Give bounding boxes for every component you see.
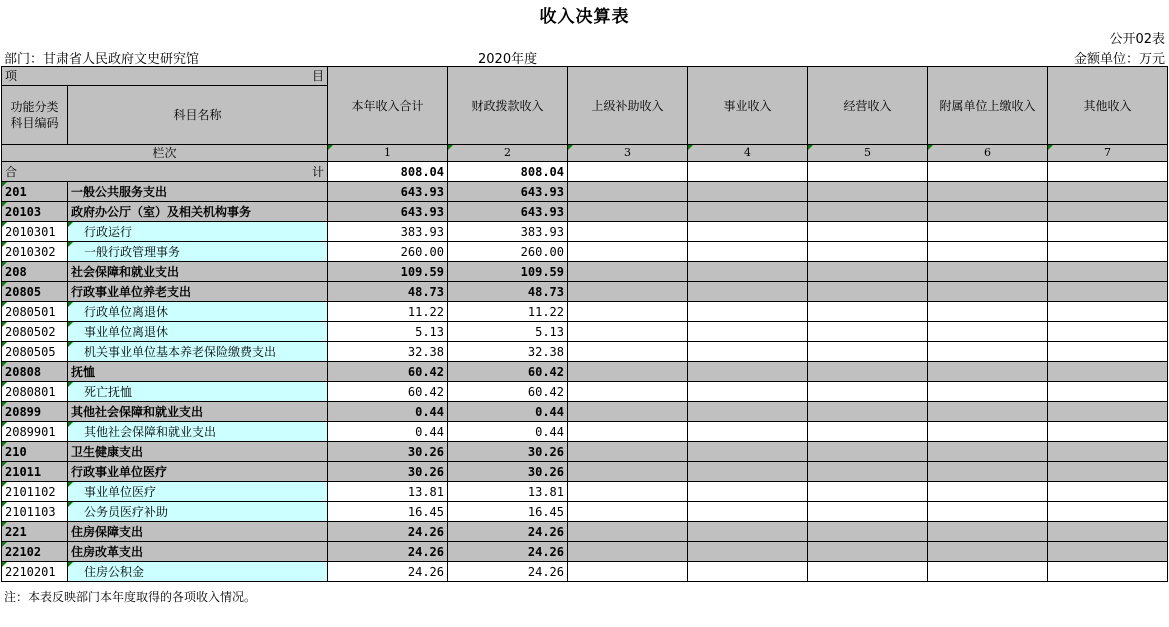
empty-cell bbox=[688, 422, 808, 442]
fiscal-income-cell: 260.00 bbox=[448, 242, 568, 262]
fiscal-income-cell: 109.59 bbox=[448, 262, 568, 282]
subject-name-cell: 卫生健康支出 bbox=[68, 442, 328, 462]
subject-name-cell: 死亡抚恤 bbox=[68, 382, 328, 402]
subject-code-cell: 20899 bbox=[2, 402, 68, 422]
empty-cell bbox=[808, 342, 928, 362]
form-number: 公开02表 bbox=[1109, 32, 1165, 47]
subject-code-cell: 210 bbox=[2, 442, 68, 462]
empty-cell bbox=[928, 422, 1048, 442]
total-income-cell: 16.45 bbox=[328, 502, 448, 522]
empty-cell bbox=[1048, 262, 1168, 282]
empty-cell bbox=[1048, 502, 1168, 522]
fiscal-income-cell: 32.38 bbox=[448, 342, 568, 362]
total-income-cell: 30.26 bbox=[328, 462, 448, 482]
fiscal-income-cell: 13.81 bbox=[448, 482, 568, 502]
empty-cell bbox=[568, 402, 688, 422]
name-column-header: 科目名称 bbox=[68, 86, 328, 145]
fiscal-income-cell: 24.26 bbox=[448, 522, 568, 542]
table-row bbox=[2, 422, 1168, 442]
subject-name-cell: 一般行政管理事务 bbox=[68, 242, 328, 262]
table-row bbox=[2, 322, 1168, 342]
subject-code-cell: 2101102 bbox=[2, 482, 68, 502]
empty-cell bbox=[808, 242, 928, 262]
empty-cell bbox=[1048, 522, 1168, 542]
total-empty-cell bbox=[1048, 162, 1168, 182]
total-income-cell: 13.81 bbox=[328, 482, 448, 502]
empty-cell bbox=[928, 282, 1048, 302]
empty-cell bbox=[568, 182, 688, 202]
empty-cell bbox=[808, 462, 928, 482]
empty-cell bbox=[688, 442, 808, 462]
subject-code-cell: 2080501 bbox=[2, 302, 68, 322]
empty-cell bbox=[808, 562, 928, 582]
col-header-5: 经营收入 bbox=[808, 67, 928, 145]
subject-name-cell: 一般公共服务支出 bbox=[68, 182, 328, 202]
empty-cell bbox=[1048, 402, 1168, 422]
empty-cell bbox=[568, 342, 688, 362]
col-index-6: 6 bbox=[928, 145, 1048, 162]
empty-cell bbox=[1048, 462, 1168, 482]
subject-name-cell: 机关事业单位基本养老保险缴费支出 bbox=[68, 342, 328, 362]
total-income-cell: 260.00 bbox=[328, 242, 448, 262]
department-label: 部门：甘肃省人民政府文史研究馆 bbox=[4, 52, 200, 67]
empty-cell bbox=[928, 342, 1048, 362]
subject-name-cell: 住房公积金 bbox=[68, 562, 328, 582]
total-empty-cell bbox=[808, 162, 928, 182]
subject-code-cell: 2089901 bbox=[2, 422, 68, 442]
empty-cell bbox=[568, 322, 688, 342]
subject-name-cell: 行政事业单位养老支出 bbox=[68, 282, 328, 302]
subject-name-cell: 公务员医疗补助 bbox=[68, 502, 328, 522]
empty-cell bbox=[688, 222, 808, 242]
subject-code-cell: 21011 bbox=[2, 462, 68, 482]
empty-cell bbox=[928, 382, 1048, 402]
empty-cell bbox=[808, 202, 928, 222]
empty-cell bbox=[928, 242, 1048, 262]
subject-code-cell: 20103 bbox=[2, 202, 68, 222]
empty-cell bbox=[808, 222, 928, 242]
col-header-7: 其他收入 bbox=[1048, 67, 1168, 145]
empty-cell bbox=[808, 422, 928, 442]
empty-cell bbox=[808, 362, 928, 382]
empty-cell bbox=[568, 302, 688, 322]
empty-cell bbox=[688, 242, 808, 262]
empty-cell bbox=[568, 462, 688, 482]
subject-name-cell: 行政运行 bbox=[68, 222, 328, 242]
col-index-7: 7 bbox=[1048, 145, 1168, 162]
empty-cell bbox=[928, 562, 1048, 582]
col-header-1: 本年收入合计 bbox=[328, 67, 448, 145]
empty-cell bbox=[808, 482, 928, 502]
empty-cell bbox=[808, 322, 928, 342]
fiscal-income-cell: 60.42 bbox=[448, 362, 568, 382]
total-he: 合 bbox=[5, 164, 18, 179]
total-income-cell: 60.42 bbox=[328, 382, 448, 402]
col-header-4: 事业收入 bbox=[688, 67, 808, 145]
empty-cell bbox=[688, 182, 808, 202]
subject-code-cell: 201 bbox=[2, 182, 68, 202]
subject-code-cell: 2080801 bbox=[2, 382, 68, 402]
col-index-3: 3 bbox=[568, 145, 688, 162]
subject-name-cell: 其他社会保障和就业支出 bbox=[68, 422, 328, 442]
empty-cell bbox=[928, 522, 1048, 542]
subject-name-cell: 其他社会保障和就业支出 bbox=[68, 402, 328, 422]
col-index-5: 5 bbox=[808, 145, 928, 162]
total-fiscal-cell: 808.04 bbox=[448, 162, 568, 182]
total-income-cell: 109.59 bbox=[328, 262, 448, 282]
table-row bbox=[2, 342, 1168, 362]
total-income-cell: 0.44 bbox=[328, 422, 448, 442]
table-row bbox=[2, 282, 1168, 302]
table-row bbox=[2, 562, 1168, 582]
empty-cell bbox=[568, 502, 688, 522]
empty-cell bbox=[568, 362, 688, 382]
empty-cell bbox=[1048, 282, 1168, 302]
fiscal-income-cell: 643.93 bbox=[448, 182, 568, 202]
empty-cell bbox=[808, 542, 928, 562]
table-row bbox=[2, 462, 1168, 482]
fiscal-income-cell: 11.22 bbox=[448, 302, 568, 322]
empty-cell bbox=[808, 382, 928, 402]
empty-cell bbox=[1048, 542, 1168, 562]
subject-code-cell: 208 bbox=[2, 262, 68, 282]
subject-name-cell: 行政事业单位医疗 bbox=[68, 462, 328, 482]
empty-cell bbox=[808, 522, 928, 542]
empty-cell bbox=[568, 562, 688, 582]
empty-cell bbox=[928, 182, 1048, 202]
table-row bbox=[2, 222, 1168, 242]
empty-cell bbox=[688, 262, 808, 282]
table-row bbox=[2, 482, 1168, 502]
empty-cell bbox=[1048, 562, 1168, 582]
table-row bbox=[2, 202, 1168, 222]
empty-cell bbox=[688, 542, 808, 562]
empty-cell bbox=[688, 462, 808, 482]
empty-cell bbox=[1048, 182, 1168, 202]
empty-cell bbox=[808, 302, 928, 322]
empty-cell bbox=[928, 482, 1048, 502]
xiang-label: 项 bbox=[5, 69, 18, 83]
fiscal-income-cell: 0.44 bbox=[448, 422, 568, 442]
fiscal-income-cell: 24.26 bbox=[448, 562, 568, 582]
fiscal-income-cell: 383.93 bbox=[448, 222, 568, 242]
empty-cell bbox=[688, 342, 808, 362]
fiscal-income-cell: 5.13 bbox=[448, 322, 568, 342]
empty-cell bbox=[928, 502, 1048, 522]
total-empty-cell bbox=[688, 162, 808, 182]
subject-code-cell: 22102 bbox=[2, 542, 68, 562]
total-income-cell: 32.38 bbox=[328, 342, 448, 362]
empty-cell bbox=[808, 502, 928, 522]
empty-cell bbox=[1048, 222, 1168, 242]
empty-cell bbox=[1048, 362, 1168, 382]
total-income-cell: 30.26 bbox=[328, 442, 448, 462]
fiscal-income-cell: 0.44 bbox=[448, 402, 568, 422]
subject-name-cell: 住房改革支出 bbox=[68, 542, 328, 562]
subject-name-cell: 抚恤 bbox=[68, 362, 328, 382]
col-index-2: 2 bbox=[448, 145, 568, 162]
empty-cell bbox=[928, 442, 1048, 462]
xiang-mu-header-cell bbox=[2, 67, 328, 86]
table-row bbox=[2, 402, 1168, 422]
table-row bbox=[2, 362, 1168, 382]
empty-cell bbox=[808, 442, 928, 462]
empty-cell bbox=[568, 482, 688, 502]
income-final-accounts-table bbox=[1, 66, 1168, 582]
total-income-cell: 5.13 bbox=[328, 322, 448, 342]
empty-cell bbox=[688, 482, 808, 502]
empty-cell bbox=[928, 262, 1048, 282]
empty-cell bbox=[568, 382, 688, 402]
table-row bbox=[2, 182, 1168, 202]
table-row bbox=[2, 262, 1168, 282]
empty-cell bbox=[928, 322, 1048, 342]
empty-cell bbox=[928, 402, 1048, 422]
empty-cell bbox=[688, 282, 808, 302]
col-header-6: 附属单位上缴收入 bbox=[928, 67, 1048, 145]
fiscal-income-cell: 16.45 bbox=[448, 502, 568, 522]
subject-code-cell: 2010301 bbox=[2, 222, 68, 242]
total-income-cell: 24.26 bbox=[328, 542, 448, 562]
empty-cell bbox=[688, 522, 808, 542]
subject-code-cell: 2080505 bbox=[2, 342, 68, 362]
empty-cell bbox=[568, 442, 688, 462]
empty-cell bbox=[688, 362, 808, 382]
empty-cell bbox=[688, 302, 808, 322]
empty-cell bbox=[928, 542, 1048, 562]
fiscal-income-cell: 48.73 bbox=[448, 282, 568, 302]
empty-cell bbox=[688, 402, 808, 422]
total-ji: 计 bbox=[311, 164, 324, 179]
table-row bbox=[2, 442, 1168, 462]
total-income-cell: 60.42 bbox=[328, 362, 448, 382]
empty-cell bbox=[928, 462, 1048, 482]
table-row bbox=[2, 302, 1168, 322]
table-note: 注：本表反映部门本年度取得的各项收入情况。 bbox=[4, 590, 257, 604]
empty-cell bbox=[688, 202, 808, 222]
subject-code-cell: 2080502 bbox=[2, 322, 68, 342]
empty-cell bbox=[1048, 202, 1168, 222]
lanci-label: 栏次 bbox=[2, 145, 328, 162]
total-income-cell: 11.22 bbox=[328, 302, 448, 322]
total-empty-cell bbox=[568, 162, 688, 182]
fiscal-income-cell: 60.42 bbox=[448, 382, 568, 402]
fiscal-income-cell: 30.26 bbox=[448, 442, 568, 462]
empty-cell bbox=[928, 362, 1048, 382]
amount-unit: 金额单位：万元 bbox=[1073, 52, 1165, 67]
total-income-cell: 643.93 bbox=[328, 182, 448, 202]
empty-cell bbox=[568, 202, 688, 222]
empty-cell bbox=[928, 222, 1048, 242]
report-title: 收入决算表 bbox=[539, 7, 630, 27]
empty-cell bbox=[688, 502, 808, 522]
total-income-cell: 643.93 bbox=[328, 202, 448, 222]
subject-code-cell: 2210201 bbox=[2, 562, 68, 582]
empty-cell bbox=[808, 182, 928, 202]
empty-cell bbox=[1048, 442, 1168, 462]
subject-code-cell: 221 bbox=[2, 522, 68, 542]
table-row bbox=[2, 382, 1168, 402]
empty-cell bbox=[1048, 342, 1168, 362]
total-income-cell: 48.73 bbox=[328, 282, 448, 302]
col-index-1: 1 bbox=[328, 145, 448, 162]
empty-cell bbox=[1048, 482, 1168, 502]
col-header-3: 上级补助收入 bbox=[568, 67, 688, 145]
empty-cell bbox=[808, 402, 928, 422]
table-row bbox=[2, 522, 1168, 542]
subject-name-cell: 事业单位离退休 bbox=[68, 322, 328, 342]
total-row-label bbox=[2, 162, 328, 182]
empty-cell bbox=[928, 202, 1048, 222]
total-income-cell: 24.26 bbox=[328, 562, 448, 582]
total-income-cell: 24.26 bbox=[328, 522, 448, 542]
subject-name-cell: 行政单位离退休 bbox=[68, 302, 328, 322]
subject-name-cell: 事业单位医疗 bbox=[68, 482, 328, 502]
empty-cell bbox=[1048, 382, 1168, 402]
col-index-4: 4 bbox=[688, 145, 808, 162]
empty-cell bbox=[1048, 422, 1168, 442]
subject-code-cell: 2101103 bbox=[2, 502, 68, 522]
subject-code-cell: 2010302 bbox=[2, 242, 68, 262]
empty-cell bbox=[568, 282, 688, 302]
empty-cell bbox=[688, 382, 808, 402]
table-row bbox=[2, 542, 1168, 562]
subject-name-cell: 政府办公厅（室）及相关机构事务 bbox=[68, 202, 328, 222]
subject-name-cell: 住房保障支出 bbox=[68, 522, 328, 542]
empty-cell bbox=[808, 282, 928, 302]
empty-cell bbox=[568, 222, 688, 242]
subject-code-cell: 20805 bbox=[2, 282, 68, 302]
mu-label: 目 bbox=[311, 69, 324, 83]
empty-cell bbox=[568, 422, 688, 442]
empty-cell bbox=[688, 562, 808, 582]
empty-cell bbox=[568, 242, 688, 262]
code-column-header: 功能分类 科目编码 bbox=[2, 86, 68, 145]
empty-cell bbox=[928, 302, 1048, 322]
empty-cell bbox=[1048, 242, 1168, 262]
fiscal-income-cell: 24.26 bbox=[448, 542, 568, 562]
subject-code-cell: 20808 bbox=[2, 362, 68, 382]
empty-cell bbox=[568, 522, 688, 542]
fiscal-income-cell: 643.93 bbox=[448, 202, 568, 222]
total-income-cell: 0.44 bbox=[328, 402, 448, 422]
empty-cell bbox=[568, 542, 688, 562]
col-header-2: 财政拨款收入 bbox=[448, 67, 568, 145]
fiscal-income-cell: 30.26 bbox=[448, 462, 568, 482]
table-row bbox=[2, 502, 1168, 522]
subject-name-cell: 社会保障和就业支出 bbox=[68, 262, 328, 282]
empty-cell bbox=[1048, 322, 1168, 342]
fiscal-year: 2020年度 bbox=[478, 52, 538, 67]
empty-cell bbox=[1048, 302, 1168, 322]
empty-cell bbox=[568, 262, 688, 282]
total-empty-cell bbox=[928, 162, 1048, 182]
empty-cell bbox=[808, 262, 928, 282]
total-income-cell: 808.04 bbox=[328, 162, 448, 182]
table-row bbox=[2, 242, 1168, 262]
empty-cell bbox=[688, 322, 808, 342]
total-income-cell: 383.93 bbox=[328, 222, 448, 242]
